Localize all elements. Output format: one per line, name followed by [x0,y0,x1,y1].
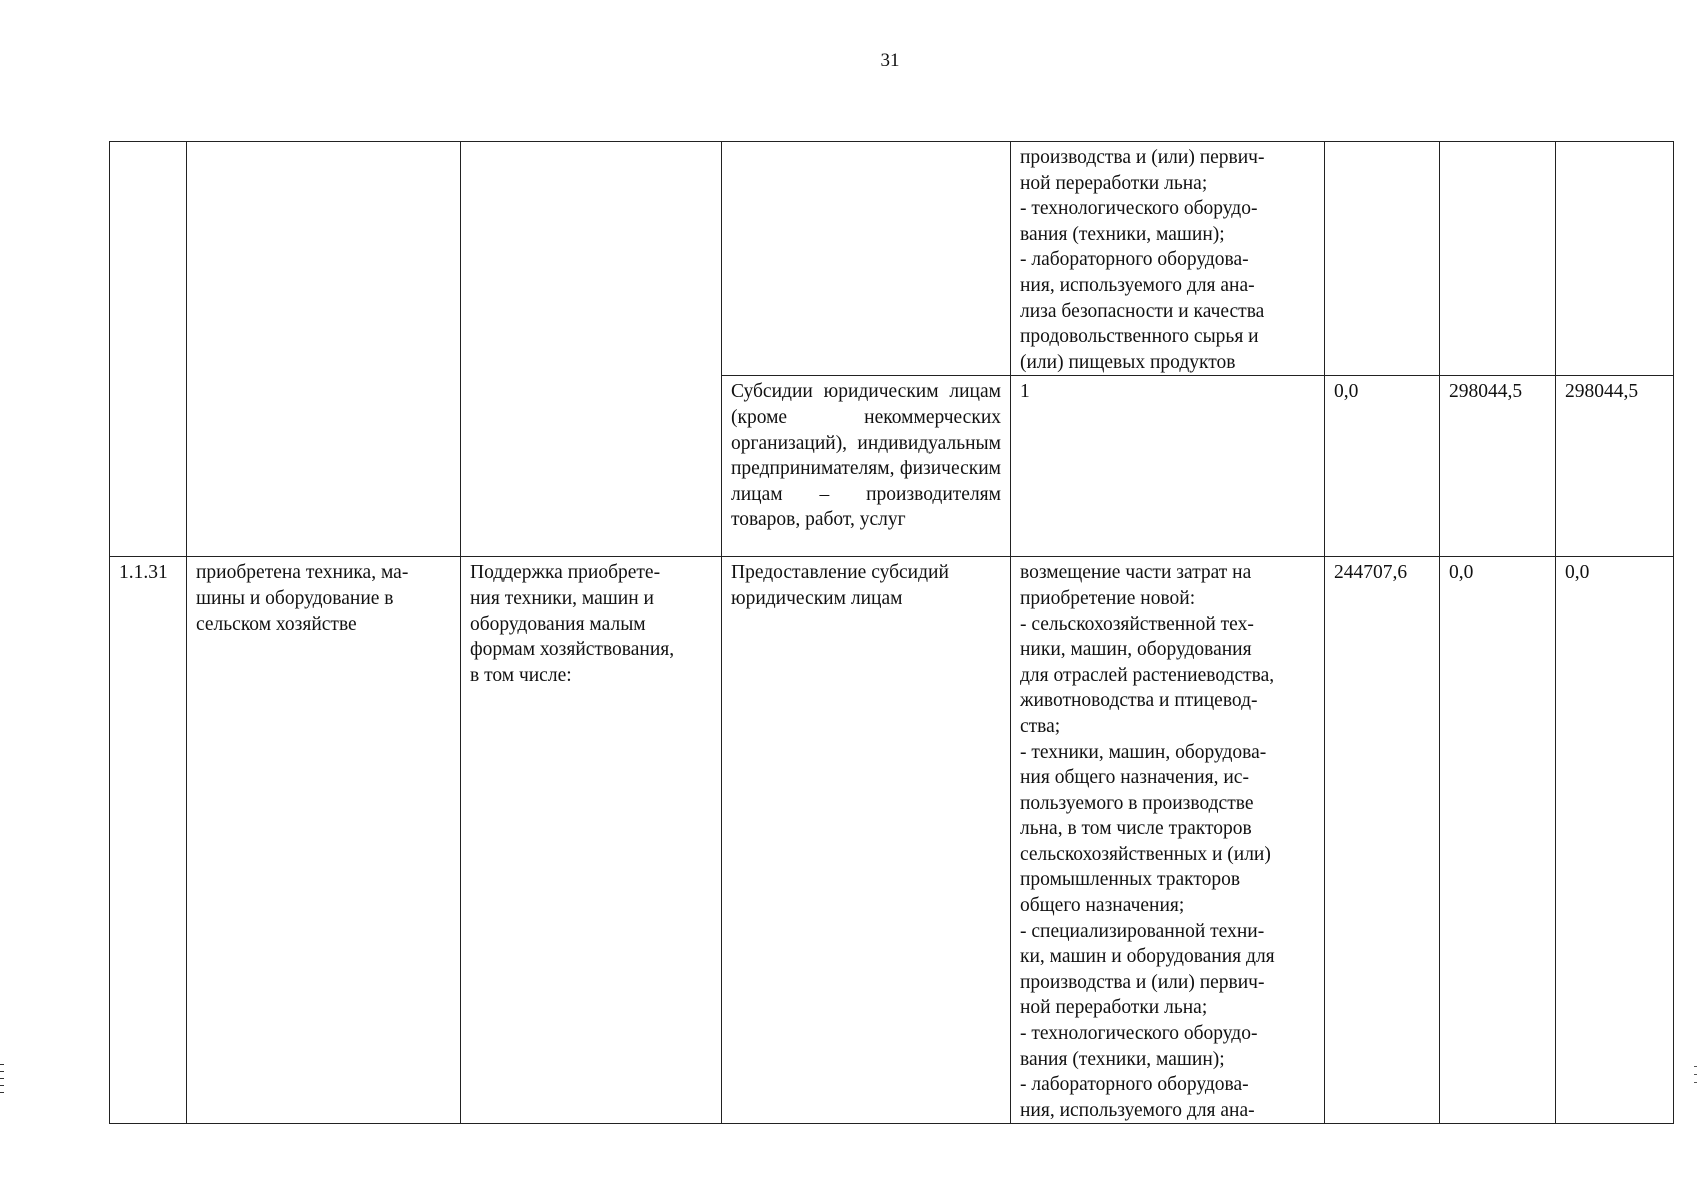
cell-measure: Поддержка приобрете- ния техники, машин и оборудования малым формам хозяйствования, в том числе: [461,557,722,1124]
scan-mark [0,1078,4,1079]
cell-goods: производства и (или) первич- ной переработки льна; - технологического оборудо- вания (техники, машин); - лабораторного оборудова- ния, используемого для ана- лиза безопасности и качества продовольственного сырья и (или) пищевых продуктов [1011,142,1325,376]
page-number: 31 [880,50,900,71]
cell-value-2: 0,0 [1440,557,1556,1124]
table-row [110,557,1674,1124]
cell-value-2: 298044,5 [1440,376,1556,557]
cell-mechanism [722,142,1011,376]
cell-mechanism: Предоставление субсидий юридическим лицам [722,557,1011,1124]
cell-value-3: 298044,5 [1556,376,1674,557]
scan-mark [0,1064,4,1065]
table-row [110,142,1674,376]
cell-num [110,142,187,557]
cell-measure [461,142,722,557]
program-table [109,141,1674,1124]
cell-value-2 [1440,142,1556,376]
cell-value-3 [1556,142,1674,376]
scan-mark [0,1092,4,1093]
cell-code: 1 [1011,376,1325,557]
cell-num: 1.1.31 [110,557,187,1124]
cell-goods: возмещение части затрат на приобретение новой: - сельскохозяйственной тех- ники, машин, оборудования для отраслей растениеводства, животноводства и птицевод- ства; - техники, машин, оборудова- ния общего назначения, ис- пользуемого в производстве льна, в том числе тракторов сельскохозяйственных и (или) промышленных тракторов общего назначения; - специализированной техни- ки, машин и оборудования для производства и (или) первич- ной переработки льна; - технологического оборудо- вания (техники, машин); - лабораторного оборудова- ния, используемого для ана- [1011,557,1325,1124]
cell-value-3: 0,0 [1556,557,1674,1124]
cell-result: приобретена техника, ма- шины и оборудование в сельском хозяйстве [187,557,461,1124]
scan-mark [0,1085,4,1086]
cell-result [187,142,461,557]
cell-recipient: Субсидии юридическим лицам (кроме некоммерческих организаций), индивидуальным предпринимателям, физическим лицам – производителям товаров, работ, услуг [722,376,1011,557]
cell-value-1: 0,0 [1325,376,1440,557]
scan-mark [0,1071,4,1072]
cell-value-1: 244707,6 [1325,557,1440,1124]
cell-value-1 [1325,142,1440,376]
